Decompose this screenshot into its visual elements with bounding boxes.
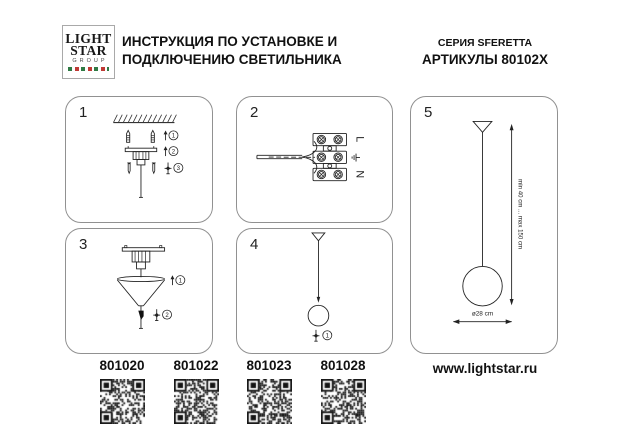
logo-text-star: STAR [70,42,107,58]
screwdriver-icon [313,330,320,341]
panel-2-number: 2 [250,104,259,121]
up-arrow-icon [164,146,168,156]
article-number: 801028 [320,358,366,373]
line-label: L [353,136,366,143]
terminal-screws [317,135,342,178]
anchor-icon [151,130,154,142]
series-label: СЕРИЯ SFERETTA [437,37,533,49]
earth-icon [352,154,360,162]
svg-text:1: 1 [325,332,329,340]
height-range-label: min 40 cm ... max 150 cm [516,179,524,250]
panel-step-3 [65,228,213,354]
step-2-badge [169,147,178,156]
screwdriver-icon [153,309,160,320]
screw-icon [127,163,131,173]
canopy-cone [312,233,325,241]
logo-text-light: LIGHT [65,31,112,46]
website-url: www.lightstar.ru [432,361,538,376]
svg-text:2: 2 [171,148,176,156]
panel-4-number: 4 [250,236,259,253]
article-number: 801022 [173,358,219,373]
panel-1-number: 1 [79,104,88,121]
logo-text-group: GROUP [72,58,108,64]
diagram-dimensions [411,97,557,353]
article-column [313,358,373,429]
diameter-label: ø28 cm [471,310,494,318]
article-number: 801020 [99,358,145,373]
step-2-badge [163,310,172,319]
articles-label: АРТИКУЛЫ 80102X [422,52,548,67]
screw-icon [152,163,156,173]
hanging-rod [139,165,143,197]
neutral-label: N [353,170,366,179]
qr-code [100,379,145,424]
svg-text:2: 2 [165,311,169,319]
panel-3-number: 3 [79,236,88,253]
title-line-2: ПОДКЛЮЧЕНИЮ СВЕТИЛЬНИКА [122,51,342,67]
up-arrow-icon [170,275,174,285]
panel-step-4 [236,228,393,354]
supply-cable [257,141,317,173]
qr-code [174,379,219,424]
series-block [406,37,564,67]
lightstar-logo [62,25,115,79]
panel-step-2 [236,96,393,223]
italy-flag-stripe-icon [68,67,109,71]
glass-sphere [463,266,502,305]
ceiling-hatch [113,115,176,123]
article-column [92,358,152,429]
locking-screw [138,311,143,320]
svg-text:1: 1 [171,132,176,140]
step-1-badge [169,131,178,140]
article-column [166,358,226,429]
up-arrow-icon [164,130,168,140]
glass-sphere [308,305,329,326]
qr-code [247,379,292,424]
step-3-badge [174,163,183,172]
qr-code [321,379,366,424]
panel-step-1 [65,96,213,223]
article-number: 801023 [246,358,292,373]
diagram-wiring [237,97,392,222]
ceiling-bracket [122,246,164,278]
page-title [122,33,342,68]
step-1-badge [323,331,332,340]
terminal-block [313,133,346,180]
diagram-bracket-mounting [66,97,212,222]
canopy-cone [473,121,492,132]
cone-shade [117,276,164,305]
diameter-dimension [453,311,512,324]
diagram-canopy-fixing [66,229,212,353]
screwdriver-icon [165,162,172,173]
diagram-attach-sphere [237,229,392,353]
step-1-badge [176,276,185,285]
article-column [239,358,299,429]
anchor-icon [127,130,130,142]
suspension-wire [317,241,321,303]
svg-text:1: 1 [178,277,183,285]
panel-5-number: 5 [424,104,433,121]
height-dimension [510,124,524,306]
svg-text:3: 3 [176,165,181,173]
mounting-bracket [125,146,156,165]
panel-dimensions [410,96,558,354]
title-line-1: ИНСТРУКЦИЯ ПО УСТАНОВКЕ И [122,34,338,49]
